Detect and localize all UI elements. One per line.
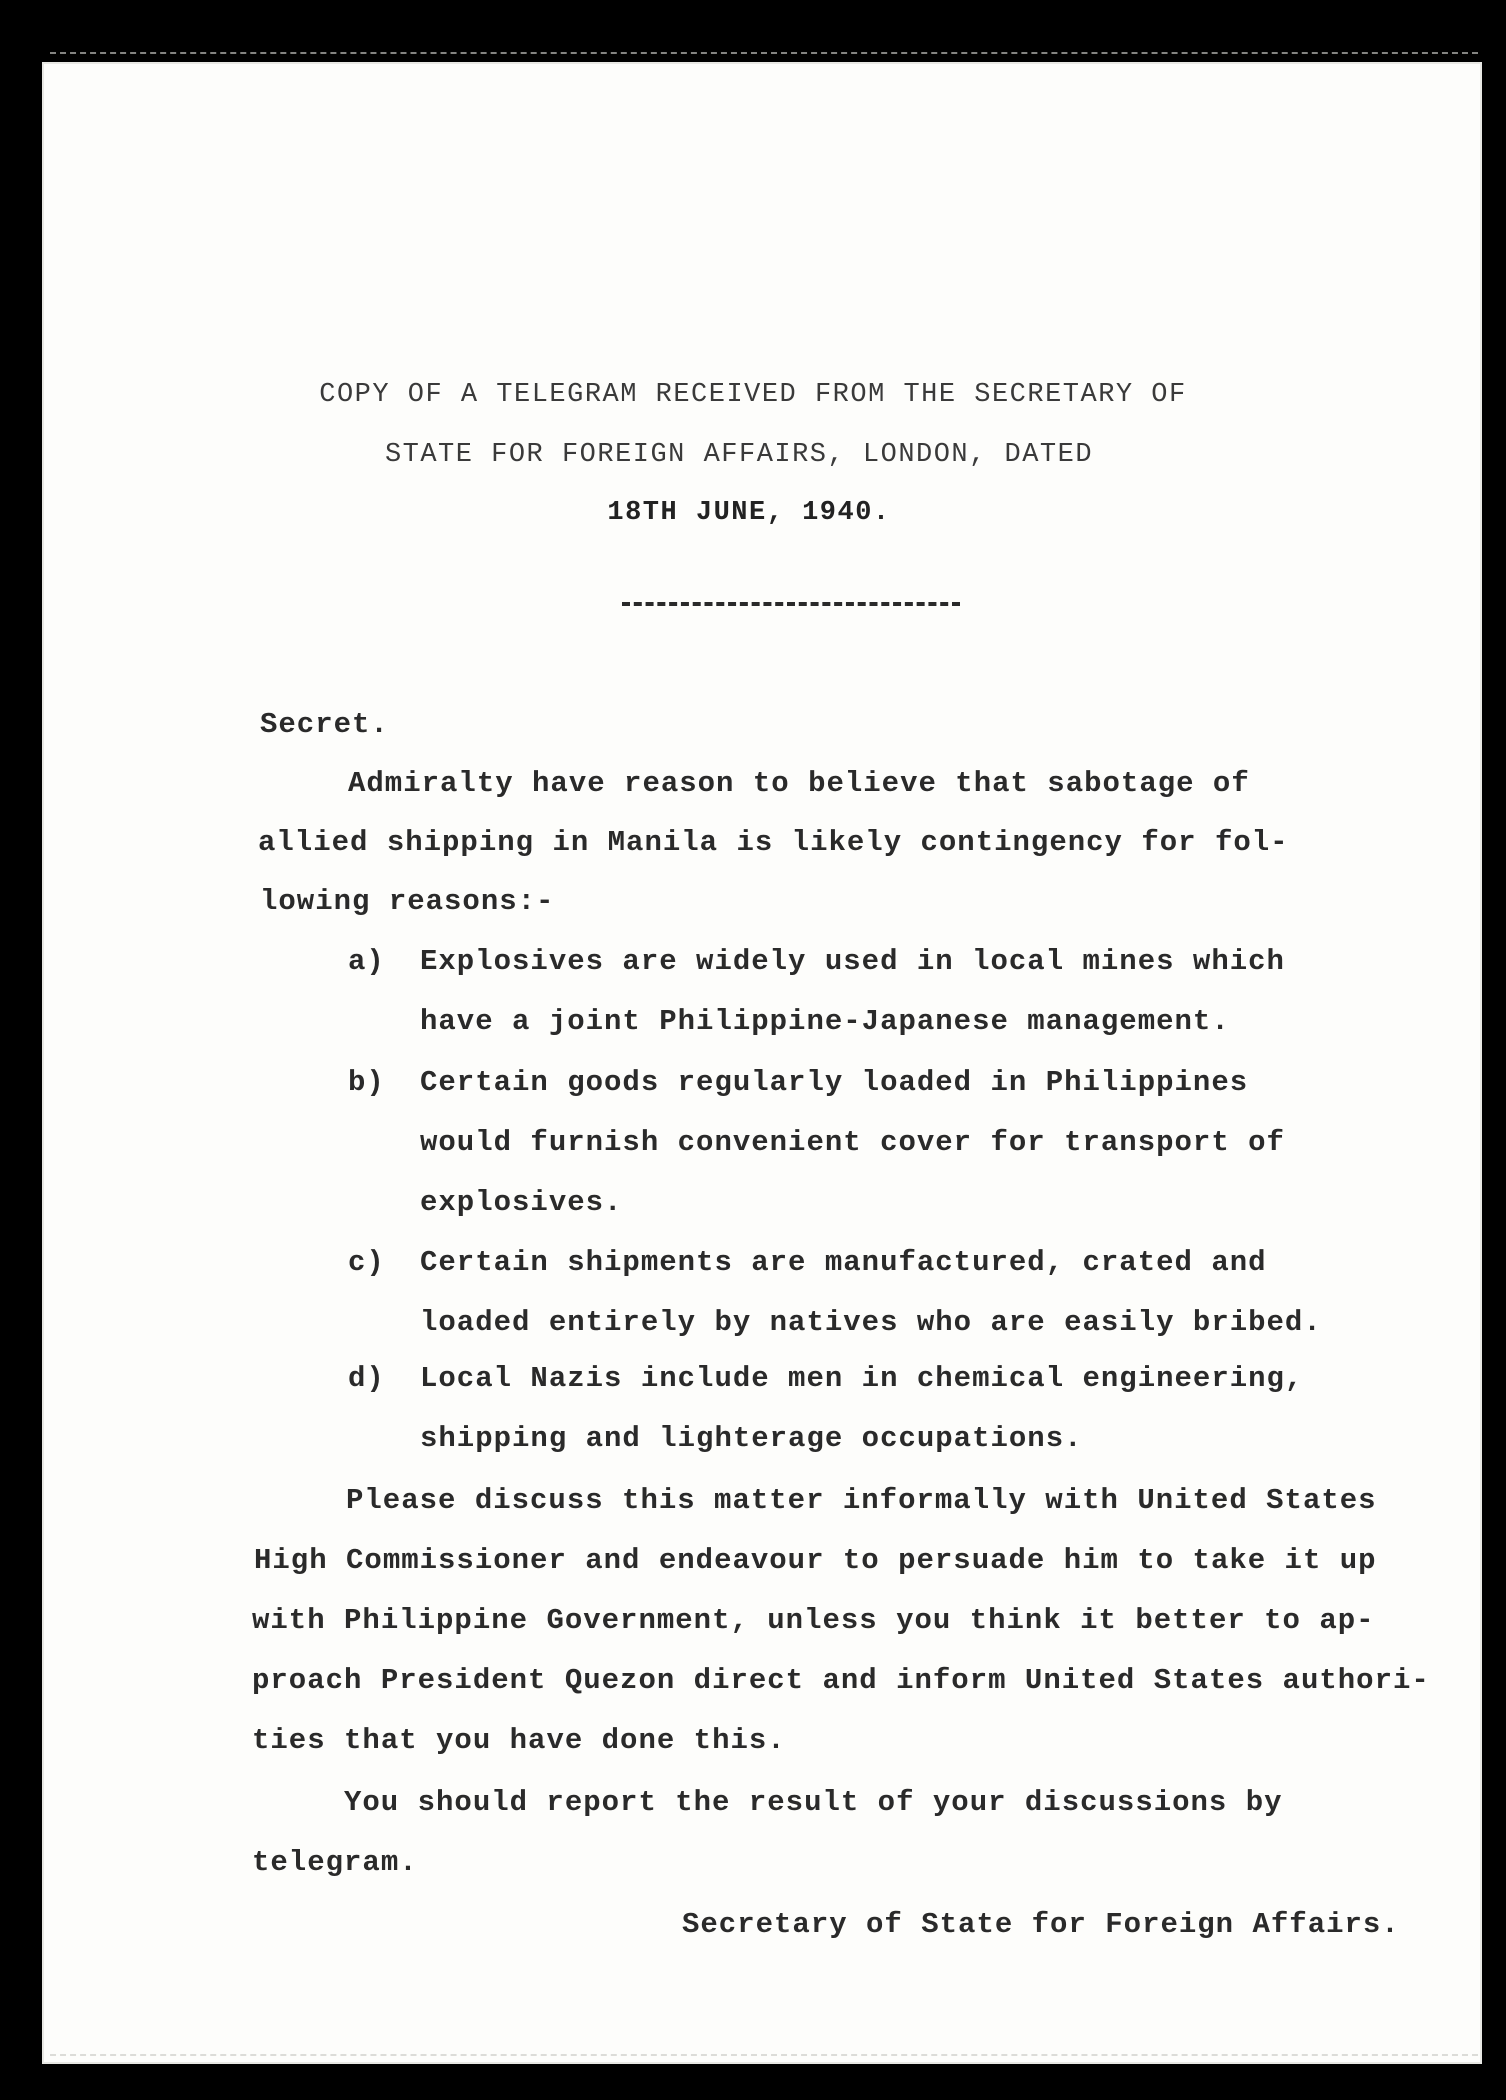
- reason-b-line-1: Certain goods regularly loaded in Philippines: [420, 1066, 1249, 1099]
- reason-c-line-1: Certain shipments are manufactured, crated and: [420, 1246, 1267, 1279]
- reason-c-label: c): [348, 1246, 385, 1279]
- request-line-2: High Commissioner and endeavour to persuade him to take it up: [254, 1544, 1377, 1577]
- request-line-5: ties that you have done this.: [252, 1724, 786, 1757]
- reason-a-label: a): [348, 945, 385, 978]
- page-bottom-edge: [50, 2040, 1478, 2056]
- reason-b-line-3: explosives.: [420, 1186, 623, 1219]
- heading-line-2: STATE FOR FOREIGN AFFAIRS, LONDON, DATED: [384, 440, 1094, 470]
- intro-line-1: Admiralty have reason to believe that sabotage of: [348, 767, 1250, 800]
- intro-line-3: lowing reasons:-: [260, 885, 555, 918]
- intro-line-2: allied shipping in Manila is likely contingency for fol-: [258, 826, 1289, 859]
- salutation: Secret.: [260, 708, 389, 741]
- reason-c-line-2: loaded entirely by natives who are easily bribed.: [420, 1306, 1322, 1339]
- heading-line-1: COPY OF A TELEGRAM RECEIVED FROM THE SECRETARY OF: [319, 380, 1187, 410]
- closing-line-1: You should report the result of your discussions by: [344, 1786, 1283, 1819]
- reason-d-line-1: Local Nazis include men in chemical engineering,: [420, 1362, 1304, 1395]
- reason-b-label: b): [348, 1066, 385, 1099]
- request-line-1: Please discuss this matter informally with United States: [346, 1484, 1377, 1517]
- document-page: [42, 62, 1482, 2064]
- reason-a-line-2: have a joint Philippine-Japanese management.: [420, 1005, 1230, 1038]
- reason-d-line-2: shipping and lighterage occupations.: [420, 1422, 1083, 1455]
- request-line-3: with Philippine Government, unless you think it better to ap-: [252, 1604, 1375, 1637]
- closing-line-2: telegram.: [252, 1846, 418, 1879]
- signature: Secretary of State for Foreign Affairs.: [682, 1908, 1400, 1941]
- page-top-edge: [50, 52, 1478, 68]
- heading-divider: [622, 602, 960, 606]
- reason-d-label: d): [348, 1362, 385, 1395]
- heading-date: 18TH JUNE, 1940.: [607, 498, 891, 528]
- reason-b-line-2: would furnish convenient cover for transport of: [420, 1126, 1285, 1159]
- reason-a-line-1: Explosives are widely used in local mines which: [420, 945, 1285, 978]
- request-line-4: proach President Quezon direct and inform United States authori-: [252, 1664, 1430, 1697]
